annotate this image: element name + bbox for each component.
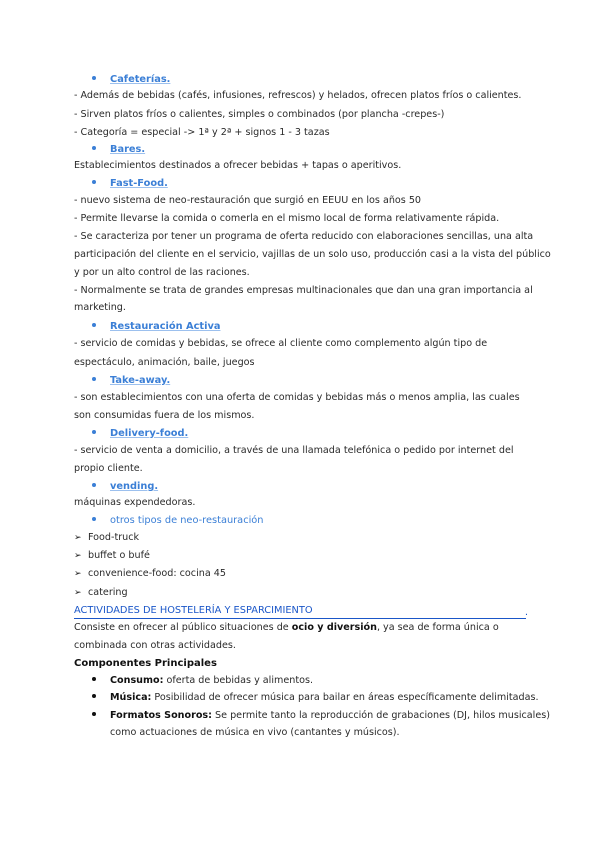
bullet-icon (92, 677, 96, 681)
heading-bares: Bares. (92, 144, 145, 156)
list-item: Consumo: oferta de bebidas y alimentos. (92, 675, 313, 687)
arrow-bullet-icon: ➢ (74, 588, 82, 598)
heading-delivery-food: Delivery-food. (92, 428, 188, 440)
text-line: Consiste en ofrecer al público situaciones de ocio y diversión, ya sea de forma única o (74, 622, 499, 633)
text-line: participación del cliente en el servicio, vajillas de un solo uso, producción casi a la vista del público (74, 249, 551, 260)
heading-take-away: Take-away. (92, 375, 170, 387)
text-line: propio cliente. (74, 463, 143, 474)
text-line: - son establecimientos con una oferta de comidas y bebidas más o menos amplia, las cuales (74, 392, 520, 403)
bullet-icon (92, 517, 96, 521)
list-item: Música: Posibilidad de ofrecer música para bailar en áreas específicamente delimitadas. (92, 692, 539, 704)
text-line: máquinas expendedoras. (74, 497, 196, 508)
heading-otros-tipos: otros tipos de neo-restauración (92, 515, 264, 527)
heading-restauracion-activa: Restauración Activa (92, 321, 220, 333)
arrow-bullet-icon: ➢ (74, 551, 82, 561)
text-line: - servicio de venta a domicilio, a través de una llamada telefónica o pedido por internet del (74, 445, 514, 456)
arrow-bullet-icon: ➢ (74, 533, 82, 543)
bullet-icon (92, 180, 96, 184)
heading-vending: vending. (92, 481, 158, 493)
text-line: - nuevo sistema de neo-restauración que surgió en EEUU en los años 50 (74, 195, 422, 206)
bullet-icon (92, 483, 96, 487)
bullet-icon (92, 712, 96, 716)
text-line: - Permite llevarse la comida o comerla en el mismo local de forma relativamente rápida. (74, 213, 500, 224)
text-line: - Sirven platos fríos o calientes, simples o combinados (por plancha -crepes-) (74, 109, 445, 120)
components-title: Componentes Principales (74, 658, 217, 669)
text-line: combinada con otras actividades. (74, 640, 236, 651)
text-line: y por un alto control de las raciones. (74, 267, 250, 278)
list-item: ➢ Food-truck (74, 532, 140, 543)
bullet-icon (92, 76, 96, 80)
text-line: como actuaciones de música en vivo (cantantes y músicos). (110, 727, 400, 738)
text-line: marketing. (74, 302, 126, 313)
text-line: espectáculo, animación, baile, juegos (74, 357, 255, 368)
bullet-icon (92, 377, 96, 381)
bullet-icon (92, 146, 96, 150)
section-title-actividades: ACTIVIDADES DE HOSTELERÍA Y ESPARCIMIENTO . (74, 605, 528, 618)
list-item: ➢ buffet o bufé (74, 550, 150, 561)
heading-fast-food: Fast-Food. (92, 178, 168, 190)
list-item: Formatos Sonoros: Se permite tanto la reproducción de grabaciones (DJ, hilos musicales) (92, 710, 550, 722)
text-line: - Se caracteriza por tener un programa de oferta reducido con elaboraciones sencillas, una alta (74, 231, 534, 242)
arrow-bullet-icon: ➢ (74, 569, 82, 579)
text-line: son consumidas fuera de los mismos. (74, 410, 255, 421)
text-line: - Categoría = especial -> 1ª y 2ª + signos 1 - 3 tazas (74, 127, 330, 138)
list-item: ➢ catering (74, 587, 128, 598)
text-line: - Normalmente se trata de grandes empresas multinacionales que dan una gran importancia al (74, 285, 533, 296)
bullet-icon (92, 430, 96, 434)
text-line: Establecimientos destinados a ofrecer bebidas + tapas o aperitivos. (74, 160, 402, 171)
bullet-icon (92, 694, 96, 698)
heading-cafeterias: Cafeterías. (92, 74, 170, 86)
text-line: - Además de bebidas (cafés, infusiones, refrescos) y helados, ofrecen platos fríos o calientes. (74, 90, 522, 101)
bullet-icon (92, 323, 96, 327)
text-line: - servicio de comidas y bebidas, se ofrece al cliente como complemento algún tipo de (74, 338, 488, 349)
list-item: ➢ convenience-food: cocina 45 (74, 568, 226, 579)
